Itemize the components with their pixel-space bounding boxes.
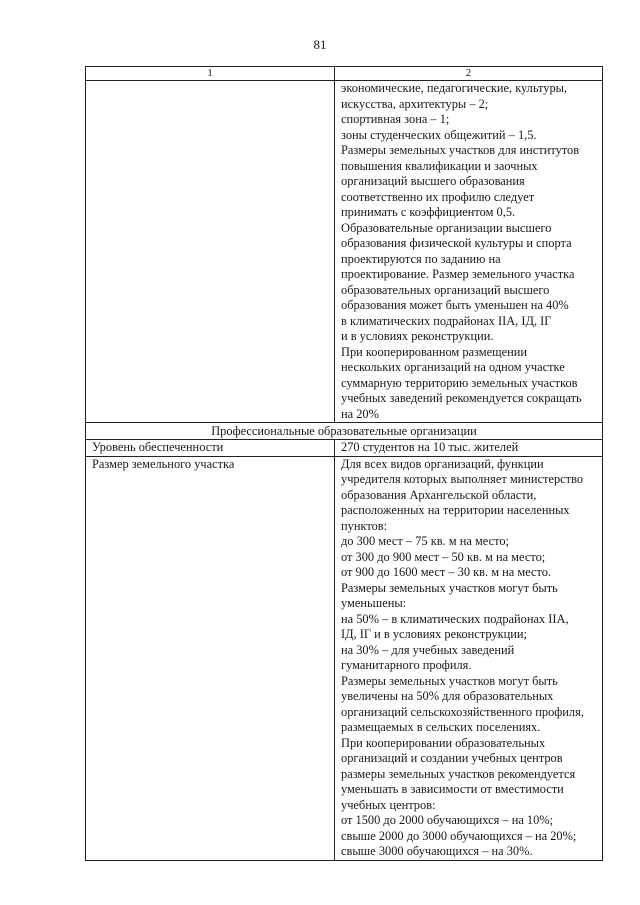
text-line: соответственно их профилю следует (341, 189, 535, 204)
text-line: повышения квалификации и заочных (341, 158, 538, 173)
page-number: 81 (313, 37, 327, 52)
header-cell-1: 1 (86, 67, 335, 81)
text-line: зоны студенческих общежитий – 1,5. (341, 127, 537, 142)
text-line: уменьшать в зависимости от вместимости (341, 782, 564, 796)
text-line: гуманитарного профиля. (341, 658, 472, 672)
text-line: учебных центров: (341, 797, 436, 812)
text-line: в климатических подрайонах IIА, IД, IГ (341, 313, 552, 328)
text-line: от 1500 до 2000 обучающихся – на 10%; (341, 813, 554, 827)
section-heading-row (86, 423, 603, 440)
text-line: пунктов: (341, 518, 388, 533)
text-line: образования может быть уменьшен на 40% (341, 298, 569, 312)
text-line: проектируются по заданию на (341, 251, 501, 266)
text-line: свыше 3000 обучающихся – на 30%. (341, 844, 533, 858)
text-line: уменьшены: (341, 596, 407, 610)
text-line: При кооперированном размещении (341, 344, 528, 359)
text-line: образовательных организаций высшего (341, 282, 550, 297)
text-line: IД, IГ и в условиях реконструкции; (341, 627, 527, 641)
text-line: 270 студентов на 10 тыс. жителей (341, 440, 519, 454)
text-line: экономические, педагогические, культуры, (341, 81, 568, 95)
text-line: Образовательные организации высшего (341, 220, 552, 235)
text-line: Для всех видов организаций, функции (341, 456, 544, 471)
standards-table (85, 66, 603, 861)
text-line: учредителя которых выполняет министерство (341, 472, 584, 486)
text-line: учебных заведений рекомендуется сокращать (341, 391, 582, 405)
text-line: до 300 мест – 75 кв. м на место; (341, 534, 509, 548)
text-line: расположенных на территории населенных (341, 503, 570, 517)
text-line: суммарную территорию земельных участков (341, 375, 578, 390)
text-line: нескольких организаций на одном участке (341, 360, 565, 374)
text-line: от 300 до 900 мест – 50 кв. м на место; (341, 549, 546, 564)
row-value (335, 456, 603, 860)
text-line: принимать с коэффициентом 0,5. (341, 205, 516, 219)
text-line: на 30% – для учебных заведений (341, 642, 515, 657)
section-title: Профессиональные образовательные организации (86, 423, 603, 440)
text-line: свыше 2000 до 3000 обучающихся – на 20%; (341, 828, 577, 843)
text-line: организаций и создании учебных центров (341, 751, 563, 765)
text-line: и в условиях реконструкции. (341, 329, 494, 343)
table-row-land-plot (86, 456, 603, 860)
text-line: на 50% – в климатических подрайонах IIА, (341, 611, 569, 626)
continuation-text (335, 81, 603, 423)
text-line: организаций сельскохозяйственного профиля, (341, 704, 584, 719)
row-value (335, 440, 603, 457)
table-row-continuation (86, 81, 603, 423)
text-line: образования физической культуры и спорта (341, 236, 572, 250)
text-line: организаций высшего образования (341, 174, 525, 188)
table-row-provision (86, 440, 603, 457)
text-line: Размеры земельных участков для институтов (341, 143, 580, 157)
text-line: от 900 до 1600 мест – 30 кв. м на место. (341, 565, 552, 579)
text-line: увеличены на 50% для образовательных (341, 689, 554, 703)
text-line: образования Архангельской области, (341, 487, 537, 502)
text-line: на 20% (341, 406, 379, 421)
row-label: Размер земельного участка (86, 456, 335, 860)
text-line: спортивная зона – 1; (341, 112, 450, 126)
text-line: размещаемых в сельских поселениях. (341, 720, 541, 734)
row-label: Уровень обеспеченности (86, 440, 335, 457)
text-line: искусства, архитектуры – 2; (341, 96, 489, 111)
text-line: размеры земельных участков рекомендуется (341, 766, 576, 781)
text-line: При кооперировании образовательных (341, 735, 546, 750)
header-cell-2: 2 (335, 67, 603, 81)
text-line: Размеры земельных участков могут быть (341, 580, 558, 595)
text-line: проектирование. Размер земельного участка (341, 267, 575, 281)
text-line: Размеры земельных участков могут быть (341, 673, 558, 688)
row-label-empty (86, 81, 335, 423)
table-header-row (86, 67, 603, 81)
